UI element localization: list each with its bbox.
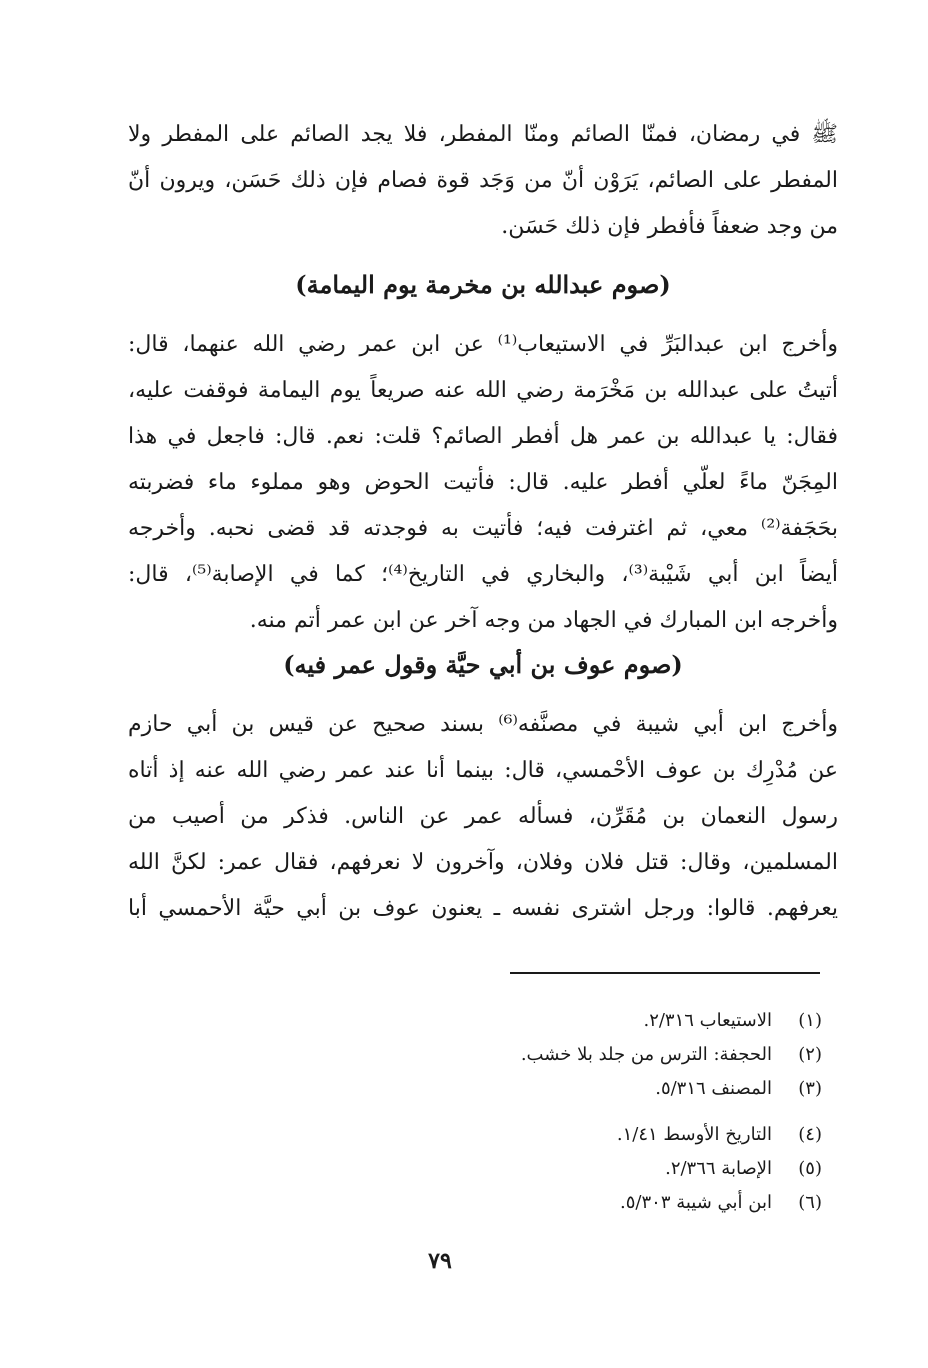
section-paragraph: [128, 322, 838, 644]
text-line: المفطر على الصائم، يَرَوْن أنّ من وَجَد قوة فصام فإن ذلك حَسَن، ويرون أنّ: [128, 168, 838, 193]
footnote-item: [300, 1152, 822, 1186]
footnote-text: التاريخ الأوسط ١/٤١.: [616, 1124, 772, 1145]
footnote-number: (٣): [798, 1078, 822, 1099]
text-line: المِجَنّ ماءً لعلّي أفطر عليه. قال: فأتيت الحوض وهو مملوء ماء فضربته: [128, 470, 838, 495]
footnote-item: [300, 1186, 822, 1220]
section-paragraph: [128, 702, 838, 932]
section-heading: (صوم عبدالله بن مخرمة يوم اليمامة): [295, 270, 671, 299]
footnote-divider: [510, 972, 820, 974]
text-line: أيضاً ابن أبي شَيْبة⁽³⁾، والبخاري في التاريخ⁽⁴⁾؛ كما في الإصابة⁽⁵⁾، قال:: [128, 562, 838, 587]
footnote-item: [300, 1038, 822, 1072]
text-line: من وجد ضعفاً فأفطر فإن ذلك حَسَن.: [501, 214, 838, 239]
footnotes: [300, 1004, 822, 1220]
footnote-number: (٢): [798, 1044, 822, 1065]
text-line: ﷺ في رمضان، فمنّا الصائم ومنّا المفطر، فلا يجد الصائم على المفطر ولا: [128, 122, 838, 147]
footnote-text: الإصابة ٢/٣٦٦.: [665, 1158, 772, 1179]
text-line: وأخرج ابن أبي شيبة في مصنَّفه⁽⁶⁾ بسند صحيح عن قيس بن أبي حازم: [128, 712, 838, 737]
footnote-item: [300, 1072, 822, 1106]
text-line: فقال: يا عبدالله بن عمر هل أفطر الصائم؟ قلت: نعم. قال: فاجعل في هذا: [128, 424, 838, 449]
footnote-text: المصنف ٥/٣١٦.: [655, 1078, 772, 1099]
text-line: يعرفهم. قالوا: ورجل اشترى نفسه ـ يعنون عوف بن أبي حيَّة الأحمسي أبا: [128, 896, 838, 921]
footnote-number: (٥): [798, 1158, 822, 1179]
text-line: المسلمين، وقال: قتل فلان وفلان، وآخرون لا نعرفهم، فقال عمر: لكنَّ الله: [128, 850, 838, 875]
text-line: رسول النعمان بن مُقَرِّن، فسأله عمر عن الناس. فذكر من أصيب من: [128, 804, 838, 829]
text-line: أتيتُ على عبدالله بن مَخْرَمة رضي الله عنه صريعاً يوم اليمامة فوقفت عليه،: [128, 378, 838, 403]
footnote-item: [300, 1004, 822, 1038]
intro-paragraph: [128, 112, 838, 250]
footnote-text: ابن أبي شيبة ٥/٣٠٣.: [620, 1192, 772, 1213]
footnote-number: (٦): [798, 1192, 822, 1213]
footnote-number: (١): [798, 1010, 822, 1031]
text-line: عن مُدْرِك بن عوف الأحْمسي، قال: بينما أنا عند عمر رضي الله عنه إذ أتاه: [128, 758, 838, 783]
footnote-item: [300, 1118, 822, 1152]
section-heading: (صوم عوف بن أبي حيَّة وقول عمر فيه): [283, 650, 683, 679]
text-line: وأخرج ابن عبدالبَرِّ في الاستيعاب⁽¹⁾ عن ابن عمر رضي الله عنهما، قال:: [128, 332, 838, 357]
footnote-text: الاستيعاب ٢/٣١٦.: [643, 1010, 772, 1031]
footnote-number: (٤): [798, 1124, 822, 1145]
text-line: بحَجَفة⁽²⁾ معي، ثم اغترفت فيه؛ فأتيت به فوجدته قد قضى نحبه. وأخرجه: [128, 516, 838, 541]
footnote-text: الحجفة: الترس من جلد بلا خشب.: [520, 1044, 772, 1065]
page-number: ٧٩: [428, 1248, 452, 1274]
text-line: وأخرجه ابن المبارك في الجهاد من وجه آخر عن ابن عمر أتم منه.: [249, 608, 838, 633]
